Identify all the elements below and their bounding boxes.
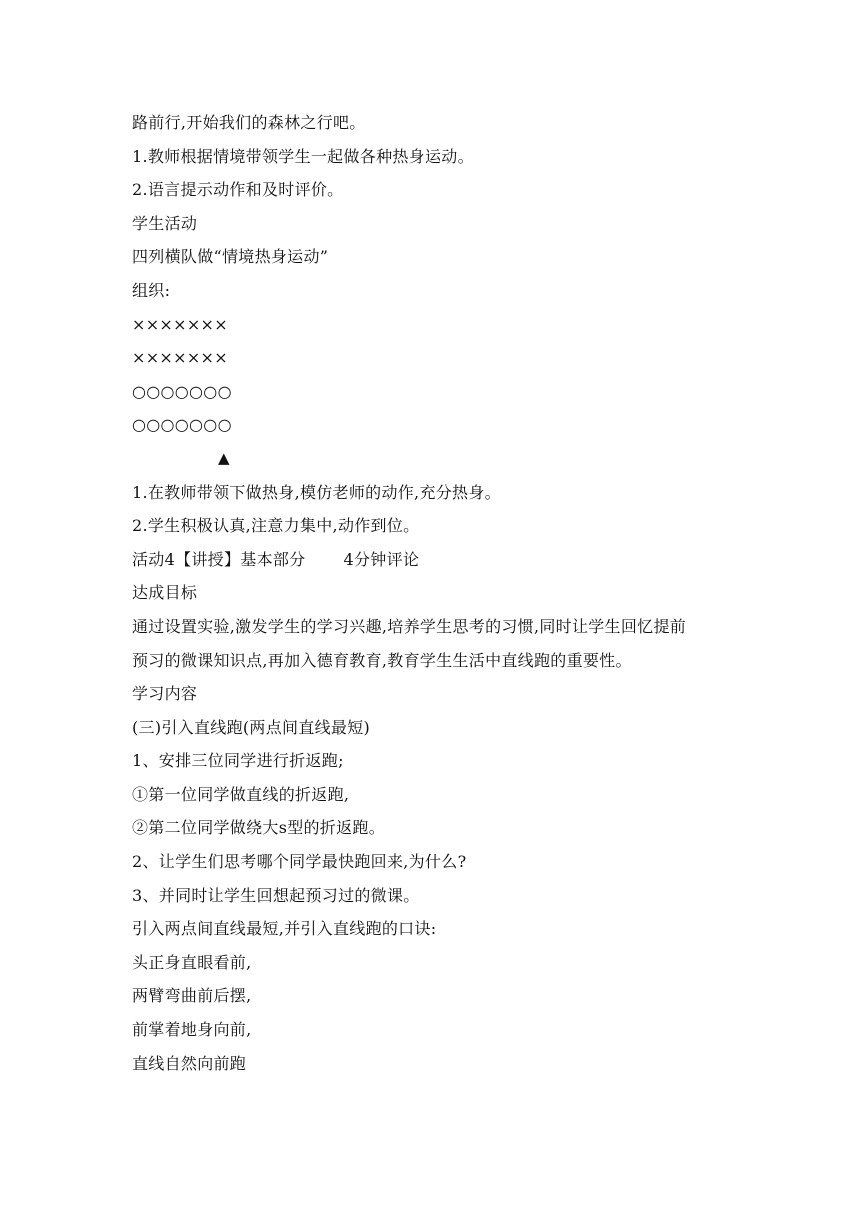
formation-row: ××××××× bbox=[132, 348, 228, 368]
section-heading: 达成目标 bbox=[132, 583, 198, 603]
formation-row: ××××××× bbox=[132, 314, 228, 334]
text-line: 1.教师根据情境带领学生一起做各种热身运动。 bbox=[132, 146, 474, 166]
text-line: ②第二位同学做绕大s型的折返跑。 bbox=[132, 818, 386, 838]
text-line: 引入两点间直线最短,并引入直线跑的口诀: bbox=[132, 919, 437, 939]
activity-title: 活动4【讲授】基本部分 bbox=[132, 549, 306, 569]
text-line: 路前行,开始我们的森林之行吧。 bbox=[132, 113, 366, 132]
mnemonic-line: 直线自然向前跑 bbox=[132, 1053, 247, 1073]
text-line: 3、并同时让学生回想起预习过的微课。 bbox=[132, 885, 420, 905]
formation-row: ○○○○○○○ bbox=[132, 381, 232, 401]
text-line: 四列横队做“情境热身运动” bbox=[132, 247, 329, 267]
text-line: 2.学生积极认真,注意力集中,动作到位。 bbox=[132, 516, 420, 536]
text-line: 预习的微课知识点,再加入德育教育,教育学生生活中直线跑的重要性。 bbox=[132, 650, 632, 670]
document-body bbox=[132, 106, 732, 1080]
text-line: 2、让学生们思考哪个同学最快跑回来,为什么? bbox=[132, 852, 467, 872]
mnemonic-line: 前掌着地身向前, bbox=[132, 1020, 252, 1040]
mnemonic-line: 头正身直眼看前, bbox=[132, 952, 252, 972]
activity-duration: 4分钟评论 bbox=[343, 549, 420, 569]
teacher-triangle-icon: ▲ bbox=[218, 448, 230, 467]
activity-heading bbox=[132, 543, 732, 577]
formation-row: ○○○○○○○ bbox=[132, 415, 232, 435]
text-line: 组织: bbox=[132, 280, 171, 300]
text-line: 1.在教师带领下做热身,模仿老师的动作,充分热身。 bbox=[132, 482, 501, 502]
text-line: (三)引入直线跑(两点间直线最短) bbox=[132, 717, 371, 737]
text-line: 2.语言提示动作和及时评价。 bbox=[132, 180, 344, 200]
section-heading: 学生活动 bbox=[132, 213, 198, 233]
section-heading: 学习内容 bbox=[132, 684, 198, 704]
text-line: 1、安排三位同学进行折返跑; bbox=[132, 751, 344, 771]
text-line: ①第一位同学做直线的折返跑, bbox=[132, 784, 350, 804]
text-line: 通过设置实验,激发学生的学习兴趣,培养学生思考的习惯,同时让学生回忆提前 bbox=[132, 616, 687, 636]
mnemonic-line: 两臂弯曲前后摆, bbox=[132, 986, 252, 1006]
